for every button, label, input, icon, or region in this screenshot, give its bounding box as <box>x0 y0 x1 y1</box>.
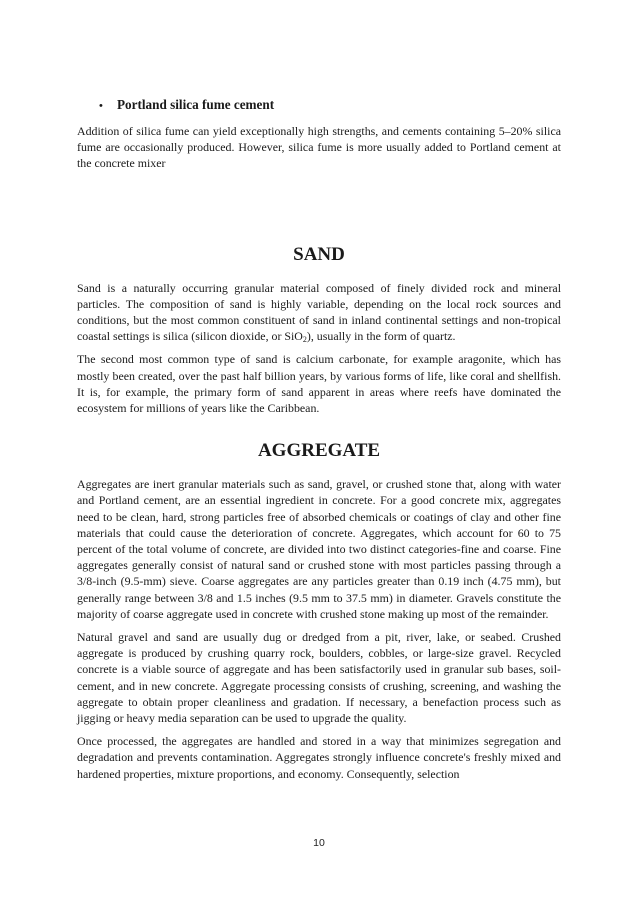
sio2-subscript: 2 <box>302 335 307 345</box>
page-number: 10 <box>313 837 325 849</box>
aggregate-paragraph-3: Once processed, the aggregates are handled and stored in a way that minimizes segregation and degradation and prevents contamination. Aggregates strongly influence concrete's freshly mixed and hardened properties, mixture proportions, and economy. Consequently, selection <box>77 734 561 781</box>
sand-paragraph-1-end: ), usually in the form of quartz. <box>306 329 456 344</box>
sand-heading: SAND <box>293 243 345 265</box>
sand-paragraph-1 <box>77 280 561 345</box>
silica-fume-paragraph: Addition of silica fume can yield exceptionally high strengths, and cements containing 5–20% silica fume are occasionally produced. However, silica fume is more usually added to Portland cement at the concrete mixer <box>77 124 561 171</box>
document-page <box>77 96 561 782</box>
aggregate-paragraph-2: Natural gravel and sand are usually dug or dredged from a pit, river, lake, or seabed. Crushed aggregate is produced by crushing quarry rock, boulders, cobbles, or large-size gravel. Recycled concrete is a viable source of aggregate and has been satisfactorily used in granular sub bases, soil-cement, and in new concrete. Aggregate processing consists of crushing, screening, and washing the aggregate to obtain proper cleanliness and gradation. If necessary, a benefaction process such as jigging or heavy media separation can be used to upgrade the quality. <box>77 630 561 726</box>
sand-paragraph-2: The second most common type of sand is calcium carbonate, for example aragonite, which has mostly been created, over the past half billion years, by various forms of life, like coral and shellfish. It is, for example, the primary form of sand apparent in areas where reefs have dominated the ecosystem for millions of years like the Caribbean. <box>77 352 561 416</box>
aggregate-heading: AGGREGATE <box>257 440 381 462</box>
bullet-dot-icon: • <box>99 100 103 112</box>
aggregate-paragraph-1: Aggregates are inert granular materials such as sand, gravel, or crushed stone that, along with water and Portland cement, are an essential ingredient in concrete. For a good concrete mix, aggregates need to be clean, hard, strong particles free of absorbed chemicals or coatings of clay and other fine materials that could cause the deterioration of concrete. Aggregates, which account for 60 to 75 percent of the total volume of concrete, are divided into two distinct categories-fine and coarse. Fine aggregates generally consist of natural sand or crushed stone with most particles passing through a 3/8-inch (9.5-mm) sieve. Coarse aggregates are any particles greater than 0.19 inch (4.75 mm), but generally range between 3/8 and 1.5 inches (9.5 mm to 37.5 mm) in diameter. Gravels constitute the majority of coarse aggregate used in concrete with crushed stone making up most of the remainder. <box>77 477 561 621</box>
sand-paragraph-1-text: Sand is a naturally occurring granular material composed of finely divided rock and mineral particles. The composition of sand is highly variable, depending on the local rock sources and conditions, but the most common constituent of sand in inland continental settings and non-tropical coastal settings is silica (silicon dioxide, or SiO <box>77 280 561 344</box>
bullet-label: Portland silica fume cement <box>117 97 275 112</box>
bullet-item-portland-silica-fume <box>99 96 561 115</box>
